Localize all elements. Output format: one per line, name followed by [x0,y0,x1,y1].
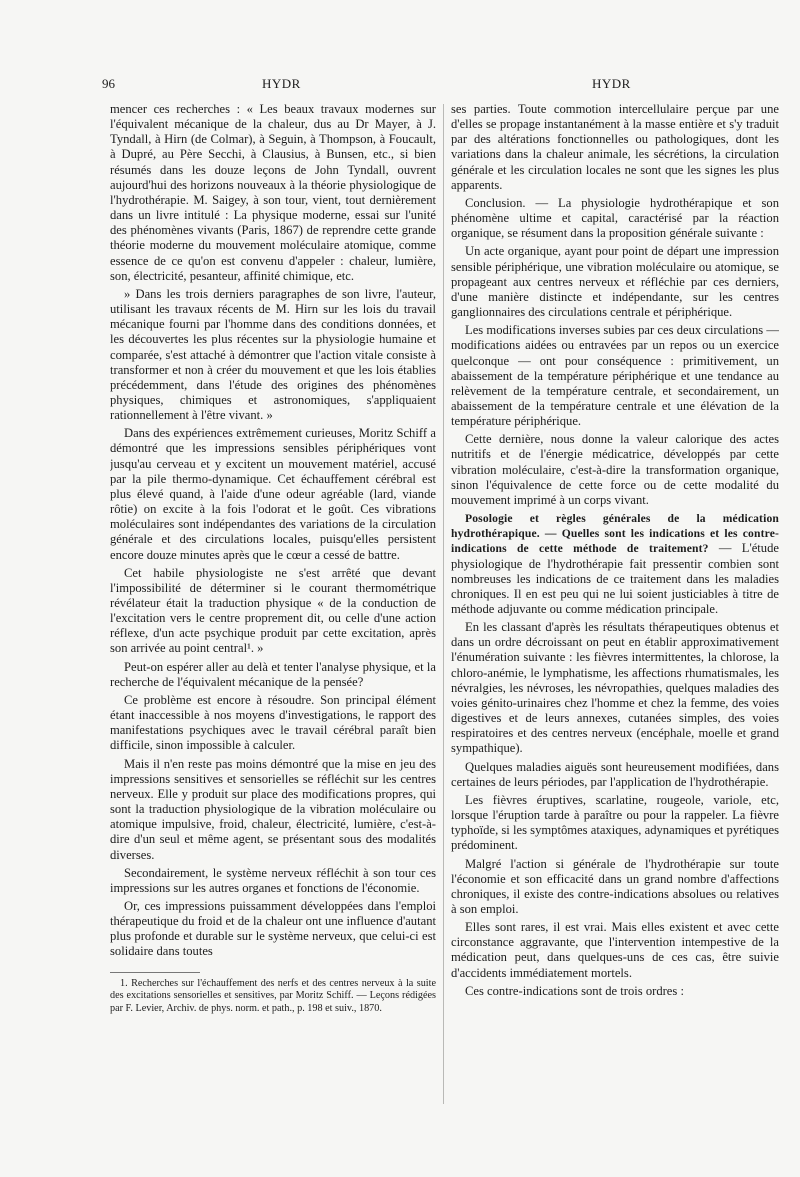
column-divider [443,104,444,1104]
paragraph: Or, ces impressions puissamment développées dans l'emploi thérapeutique du froid et de la chaleur ont une influence d'autant plus profonde et durable sur le système nerveux, que celui-ci est solidaire dans toutes [110,898,436,959]
paragraph: Peut-on espérer aller au delà et tenter l'analyse physique, et la recherche de l'équivalent mécanique de la pensée? [110,659,436,689]
paragraph: Cette dernière, nous donne la valeur calorique des actes nutritifs et de l'énergie médicatrice, développés par cette vibration moléculaire, c'est-à-dire la transformation organique, sinon l'équivalence de cette force ou de cette modalité du mouvement imprimé à un corps vivant. [451,432,779,507]
paragraph: Les fièvres éruptives, scarlatine, rougeole, variole, etc, lorsque l'éruption tarde à paraître ou pour la rappeler. La fièvre typhoïde, si les symptômes ataxiques, adynamiques et pyrétiques prédominent. [451,792,779,853]
footnote: 1. Recherches sur l'échauffement des nerfs et des centres nerveux à la suite des excitations sensorielles et sensitives, par Moritz Schiff. — Leçons rédigées par F. Levier, Archiv. de phys. norm. et path., p. 198 et suiv., 1870. [110,977,436,1014]
paragraph: Ce problème est encore à résoudre. Son principal élément étant inaccessible à nos moyens d'investigations, le rapport des manifestations psychiques avec le travail cérébral paraît bien difficile, sinon impossible à calculer. [110,692,436,753]
paragraph: Ces contre-indications sont de trois ordres : [465,983,684,998]
paragraph: ses parties. Toute commotion intercellulaire perçue par une d'elles se propage instantanément à la masse entière et s'y traduit par des altérations fonctionnelles ou pathologiques, dont les variations dans la chaleur animale, les sécrétions, la circulation générale et les circulation locales ne sont que les signes les plus apparents. [451,102,779,192]
paragraph: Dans des expériences extrêmement curieuses, Moritz Schiff a démontré que les impressions sensibles périphériques vont jusqu'au cerveau et y excitent un mouvement matériel, accusé par la pile thermo-dynamique. Cet échauffement cérébral est plus élevé quand, à l'aide d'une odeur agréable (lard, viande rôtie) on excite à la fois l'odorat et le goût. Ces vibrations moléculaires sont indépendantes des variations de la circulation générale et des circulations locales, puisqu'elles persistent encore douze minutes après que le cœur a cessé de battre. [110,426,436,562]
section-heading [451,511,779,617]
left-column [110,102,436,1112]
paragraph: Elles sont rares, il est vrai. Mais elles existent et avec cette circonstance aggravante, que l'intervention intempestive de la médication peut, dans quelques-uns de ces cas, être suivie d'accidents immédiatement mortels. [451,920,779,980]
conclusion-paragraph: Conclusion. — La physiologie hydrothérapique et son phénomène ultime et capital, caractérisé par la réaction organique, se résument dans la proposition générale suivante : [451,195,779,241]
paragraph: » Dans les trois derniers paragraphes de son livre, l'auteur, utilisant les travaux récents de M. Hirn sur les lois du travail mécanique fourni par l'homme dans des conditions données, et les découvertes les plus récentes sur la physiologie humaine et comparée, s'est attaché à démontrer que l'action vitale consiste à transformer et non à créer du mouvement et que les lois établies précédemment, dans l'étude des origines des phénomènes physiques, chimiques et astronomiques, s'appliquaient rationnellement à l'être vivant. » [110,286,436,423]
paragraph: En les classant d'après les résultats thérapeutiques obtenus et dans un ordre décroissant on peut en établir approximativement l'énumération suivante : les fièvres intermittentes, la chlorose, la chloro-anémie, le lymphatisme, les affections rhumatismales, les névralgies, les névroses, les névropathies, quelques maladies des voies génito-urinaires chez l'homme et chez la femme, des voies digestives et de leurs annexes, cutanées simples, des voies respiratoires et des centres nerveux (encéphale, moelle et grand sympathique). [451,620,779,756]
running-head-right: HYDR [592,76,631,91]
right-column [451,102,779,1112]
page-number: 96 [102,76,115,91]
paragraph: Malgré l'action si générale de l'hydrothérapie sur toute l'économie et son efficacité dans un grand nombre d'affections chroniques, il existe des contre-indications absolues ou relatives à son emploi. [451,856,779,916]
running-head-left: HYDR [262,76,301,91]
page-header [0,76,800,94]
paragraph: Quelques maladies aiguës sont heureusement modifiées, dans certaines de leurs périodes, par l'application de l'hydrothérapie. [451,759,779,789]
paragraph: Mais il n'en reste pas moins démontré que la mise en jeu des impressions sensitives et sensorielles se réfléchit sur les centres nerveux. Elle y produit sur place des modifications propres, qui sont la traduction physiologique de la vibration moléculaire ou atomique impulsive, froid, chaleur, électricité, lumière, c'est-à-dire d'un seul et même agent, se présentant sous des modalités diverses. [110,756,436,862]
section-heading-title: Posologie et règles générales de la médication hydrothérapique. — Quelles sont les indications et les contre-indications de cette méthode de traitement? [451,512,779,556]
paragraph: Un acte organique, ayant pour point de départ une impression sensible périphérique, une vibration moléculaire ou atomique, se propageant aux centres nerveux et réfléchie par ces derniers, d'une manière distincte et indépendante, sur les centres ganglionnaires des circulations centrale et périphérique. [451,244,779,320]
footnote-divider [110,972,200,973]
paragraph: Les modifications inverses subies par ces deux circulations — modifications aidées ou entravées par un repos ou un exercice quelconque — ont pour conséquence : primitivement, un abaissement de la température périphérique et une tendance au relèvement de la température centrale, et secondairement, un abaissement de la température centrale et une élévation de la température périphérique. [451,323,779,429]
paragraph: Secondairement, le système nerveux réfléchit à son tour ces impressions sur les autres organes et fonctions de l'économie. [110,865,436,895]
paragraph: mencer ces recherches : « Les beaux travaux modernes sur l'équivalent mécanique de la chaleur, dus au Dr Mayer, à J. Tyndall, à Hirn (de Colmar), à Seguin, à Thompson, à Foucault, à Dupré, au Père Secchi, à Clausius, à Bunsen, etc., si bien résumés dans les douze leçons de John Tyndall, ouvrent aujourd'hui des horizons nouveaux à la théorie physiologique de l'hydrothérapie. M. Saigey, à son tour, vient, tout dernièrement dans un livre intitulé : La physique moderne, essai sur l'unité des phénomènes vivants (Paris, 1867) de reprendre cette grande théorie moderne du mouvement moléculaire atomique, comme essence de ce qu'on est convenu d'appeler : chaleur, lumière, son, électricité, pesanteur, affinité chimique, etc. [110,102,436,283]
section-heading-text: — L'étude physiologique de l'hydrothérapie fait pressentir combien sont nombreuses les indications de ce traitement dans les maladies chroniques. Il en est peu qui ne lui soient justiciables à titre de méthode adjuvante ou comme médication principale. [451,541,779,616]
paragraph: Cet habile physiologiste ne s'est arrêté que devant l'impossibilité de déterminer si le courant thermométrique révélateur était la traduction physique « de la conduction de l'excitation vers le centre proprement dit, ou celle d'une action réflexe, d'un acte psychique produit par cette excitation, après son arrivée au point central¹. » [110,565,436,656]
